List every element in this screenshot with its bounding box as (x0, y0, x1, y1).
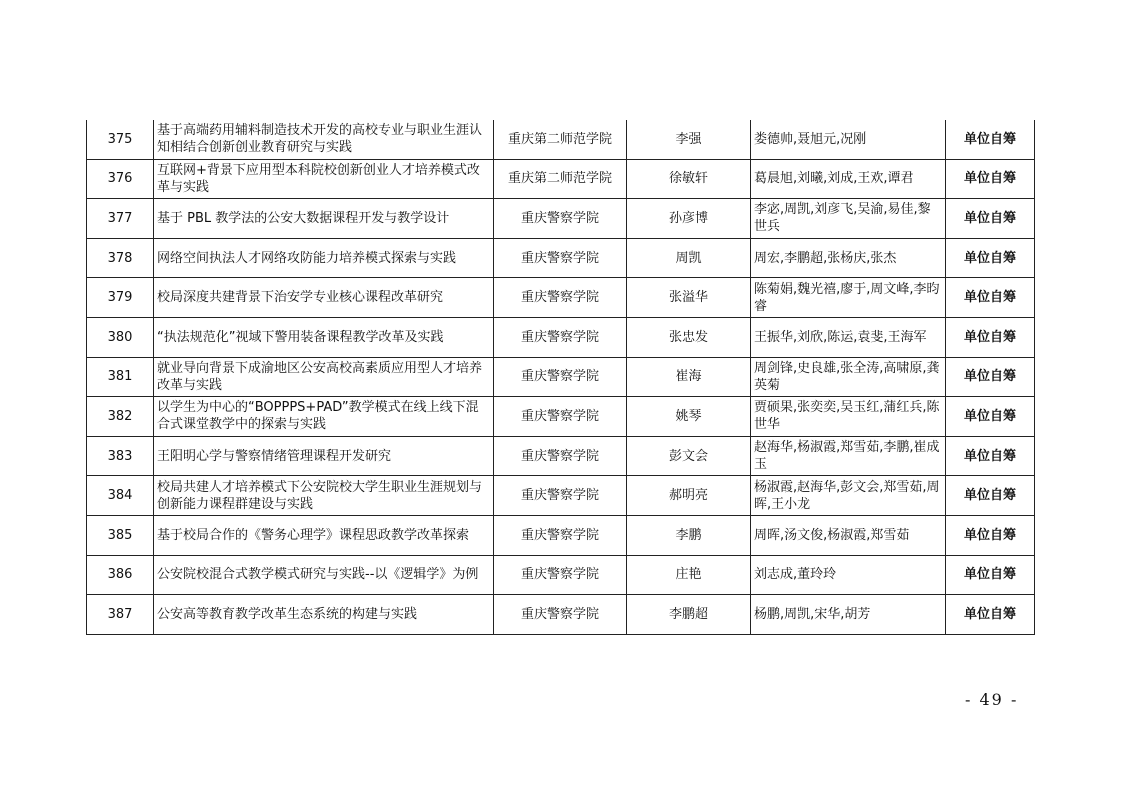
institution: 重庆警察学院 (494, 278, 627, 318)
funding-source: 单位自筹 (946, 120, 1035, 159)
row-number: 376 (87, 159, 154, 199)
table-row (87, 278, 1035, 318)
project-title: “执法规范化”视域下警用装备课程教学改革及实践 (154, 317, 494, 357)
project-lead: 崔海 (627, 357, 751, 397)
table-row (87, 357, 1035, 397)
institution: 重庆警察学院 (494, 436, 627, 476)
institution: 重庆警察学院 (494, 238, 627, 278)
institution: 重庆警察学院 (494, 595, 627, 635)
row-number: 381 (87, 357, 154, 397)
institution: 重庆警察学院 (494, 476, 627, 516)
project-title: 基于校局合作的《警务心理学》课程思政教学改革探索 (154, 515, 494, 555)
table-row (87, 199, 1035, 239)
project-lead: 周凯 (627, 238, 751, 278)
table-row (87, 397, 1035, 437)
table-row (87, 436, 1035, 476)
row-number: 384 (87, 476, 154, 516)
funding-source: 单位自筹 (946, 238, 1035, 278)
funding-source: 单位自筹 (946, 515, 1035, 555)
project-title: 就业导向背景下成渝地区公安高校高素质应用型人才培养改革与实践 (154, 357, 494, 397)
institution: 重庆第二师范学院 (494, 120, 627, 159)
funding-source: 单位自筹 (946, 357, 1035, 397)
team-members: 娄德帅,聂旭元,况刚 (751, 120, 946, 159)
institution: 重庆第二师范学院 (494, 159, 627, 199)
funding-source: 单位自筹 (946, 199, 1035, 239)
funding-source: 单位自筹 (946, 476, 1035, 516)
row-number: 380 (87, 317, 154, 357)
row-number: 383 (87, 436, 154, 476)
project-lead: 张忠发 (627, 317, 751, 357)
project-title: 公安院校混合式教学模式研究与实践--以《逻辑学》为例 (154, 555, 494, 595)
project-lead: 李鹏 (627, 515, 751, 555)
project-lead: 李强 (627, 120, 751, 159)
table-row (87, 555, 1035, 595)
table-row (87, 238, 1035, 278)
project-title: 王阳明心学与警察情绪管理课程开发研究 (154, 436, 494, 476)
funding-source: 单位自筹 (946, 159, 1035, 199)
row-number: 382 (87, 397, 154, 437)
project-title: 网络空间执法人才网络攻防能力培养模式探索与实践 (154, 238, 494, 278)
team-members: 李宓,周凯,刘彦飞,吴渝,易佳,黎世兵 (751, 199, 946, 239)
team-members: 贾硕果,张奕奕,吴玉红,蒲红兵,陈世华 (751, 397, 946, 437)
team-members: 刘志成,董玲玲 (751, 555, 946, 595)
funding-source: 单位自筹 (946, 555, 1035, 595)
funding-source: 单位自筹 (946, 317, 1035, 357)
institution: 重庆警察学院 (494, 397, 627, 437)
project-title: 基于高端药用辅料制造技术开发的高校专业与职业生涯认知相结合创新创业教育研究与实践 (154, 120, 494, 159)
team-members: 周宏,李鹏超,张杨庆,张杰 (751, 238, 946, 278)
row-number: 379 (87, 278, 154, 318)
institution: 重庆警察学院 (494, 199, 627, 239)
team-members: 杨鹏,周凯,宋华,胡芳 (751, 595, 946, 635)
institution: 重庆警察学院 (494, 317, 627, 357)
project-title: 校局共建人才培养模式下公安院校大学生职业生涯规划与创新能力课程群建设与实践 (154, 476, 494, 516)
team-members: 赵海华,杨淑霞,郑雪茹,李鹏,崔成玉 (751, 436, 946, 476)
funding-source: 单位自筹 (946, 436, 1035, 476)
project-table (86, 120, 1035, 635)
institution: 重庆警察学院 (494, 555, 627, 595)
funding-source: 单位自筹 (946, 278, 1035, 318)
row-number: 387 (87, 595, 154, 635)
table-row (87, 515, 1035, 555)
row-number: 385 (87, 515, 154, 555)
team-members: 周晖,汤文俊,杨淑霞,郑雪茹 (751, 515, 946, 555)
project-lead: 郝明亮 (627, 476, 751, 516)
funding-source: 单位自筹 (946, 595, 1035, 635)
project-lead: 徐敏轩 (627, 159, 751, 199)
project-title: 以学生为中心的“BOPPPS+PAD”教学模式在线上线下混合式课堂教学中的探索与实践 (154, 397, 494, 437)
project-title: 互联网+背景下应用型本科院校创新创业人才培养模式改革与实践 (154, 159, 494, 199)
project-lead: 孙彦博 (627, 199, 751, 239)
team-members: 葛晨旭,刘曦,刘成,王欢,谭君 (751, 159, 946, 199)
table-row (87, 120, 1035, 159)
team-members: 杨淑霞,赵海华,彭文会,郑雪茹,周晖,王小龙 (751, 476, 946, 516)
project-title: 校局深度共建背景下治安学专业核心课程改革研究 (154, 278, 494, 318)
institution: 重庆警察学院 (494, 357, 627, 397)
row-number: 378 (87, 238, 154, 278)
table-row (87, 159, 1035, 199)
project-lead: 彭文会 (627, 436, 751, 476)
table-row (87, 317, 1035, 357)
team-members: 陈菊娟,魏光禧,廖于,周文峰,李昀睿 (751, 278, 946, 318)
project-lead: 庄艳 (627, 555, 751, 595)
row-number: 375 (87, 120, 154, 159)
project-lead: 姚琴 (627, 397, 751, 437)
team-members: 王振华,刘欣,陈运,袁斐,王海军 (751, 317, 946, 357)
project-title: 公安高等教育教学改革生态系统的构建与实践 (154, 595, 494, 635)
project-table-body (87, 120, 1035, 634)
team-members: 周剑锋,史良雄,张全涛,高啸原,龚英菊 (751, 357, 946, 397)
table-row (87, 476, 1035, 516)
funding-source: 单位自筹 (946, 397, 1035, 437)
page-number: - 49 - (965, 690, 1019, 709)
row-number: 377 (87, 199, 154, 239)
project-lead: 李鹏超 (627, 595, 751, 635)
row-number: 386 (87, 555, 154, 595)
institution: 重庆警察学院 (494, 515, 627, 555)
project-lead: 张溢华 (627, 278, 751, 318)
project-title: 基于 PBL 教学法的公安大数据课程开发与教学设计 (154, 199, 494, 239)
table-row (87, 595, 1035, 635)
